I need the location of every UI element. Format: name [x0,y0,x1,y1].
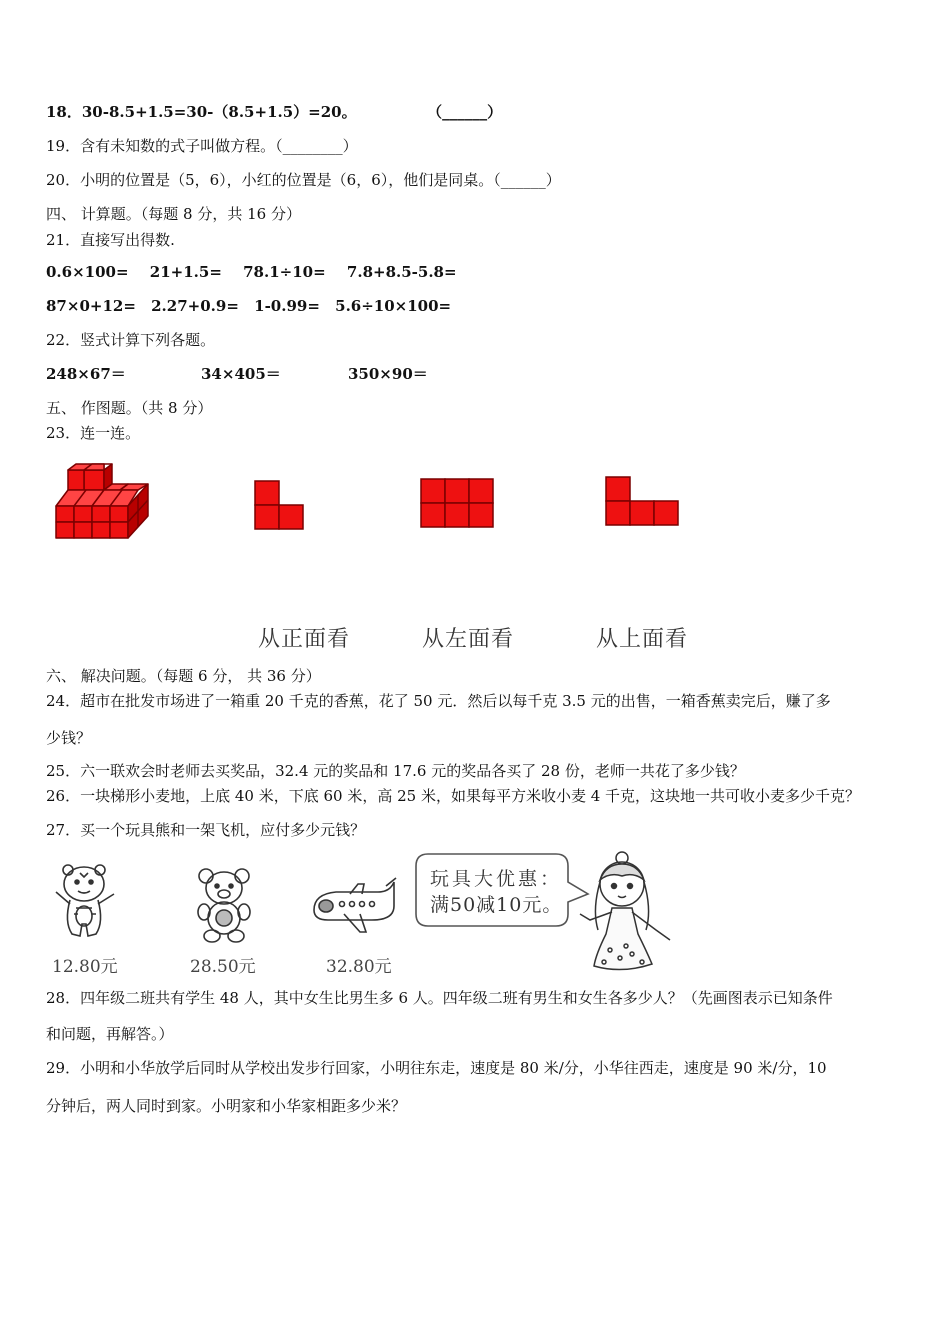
airplane-toy-icon [308,876,398,936]
cube-stack-figure[interactable] [48,462,152,540]
plane-price: 32.80元 [326,957,392,977]
question-27: 27．买一个玩具熊和一架飞机，应付多少元钱？ [46,821,366,839]
front-view-figure[interactable] [254,480,306,532]
view-label-top[interactable]: 从上面看 [596,627,689,652]
view-label-front[interactable]: 从正面看 [258,627,351,652]
bubble-line-2: 满50减10元。 [430,894,563,916]
left-view-figure[interactable] [420,478,494,530]
question-24-line-1: 24．超市在批发市场进了一箱重 20 千克的香蕉，花了 50 元．然后以每千克 3.5 元的出售，一箱香蕉卖完后，赚了多 [46,692,831,710]
vertical-calc-row: 248×67＝ 34×405＝ 350×90＝ [46,365,428,383]
question-21: 21．直接写出得数. [46,231,175,249]
question-29-line-1: 29．小明和小华放学后同时从学校出发步行回家，小明往东走，速度是 80 米/分，小华往西走，速度是 90 米/分，10 [46,1059,827,1077]
question-22: 22．竖式计算下列各题。 [46,331,216,349]
question-23: 23．连一连。 [46,424,141,442]
bubble-line-1: 玩具大优惠： [430,868,563,890]
section-5-heading: 五、 作图题。（共 8 分） [46,399,213,417]
question-20: 20．小明的位置是（5，6），小红的位置是（6，6），他们是同桌。（______） [46,171,561,189]
question-25: 25．六一联欢会时老师去买奖品，32.4 元的奖品和 17.6 元的奖品各买了 28 份，老师一共花了多少钱？ [46,762,745,780]
calc-row-2: 87×0+12= 2.27+0.9= 1-0.99= 5.6÷10×100= [46,297,452,315]
section-4-heading: 四、 计算题。（每题 8 分，共 16 分） [46,205,301,223]
teddy-bear-icon [192,866,256,944]
question-24-line-2: 少钱？ [46,729,92,747]
tiger-price: 12.80元 [52,957,118,977]
question-28-line-1: 28．四年级二班共有学生 48 人，其中女生比男生多 6 人。四年级二班有男生和女生各多少人？（先画图表示已知条件 [46,989,833,1007]
calc-row-1: 0.6×100= 21+1.5= 78.1÷10= 7.8+8.5-5.8= [46,263,457,281]
question-26: 26．一块梯形小麦地，上底 40 米，下底 60 米，高 25 米，如果每平方米收小麦 4 千克，这块地一共可收小麦多少千克？ [46,787,861,805]
tiger-toy-icon [50,862,122,946]
answer-blank[interactable]: （______） [427,103,503,121]
top-view-figure[interactable] [605,476,681,528]
question-19: 19．含有未知数的式子叫做方程。（________） [46,137,358,155]
section-6-heading: 六、 解决问题。（每题 6 分， 共 36 分） [46,667,321,685]
view-label-left[interactable]: 从左面看 [422,627,515,652]
bear-price: 28.50元 [190,957,256,977]
question-29-line-2: 分钟后，两人同时到家。小明家和小华家相距多少米？ [46,1097,407,1115]
girl-icon [576,850,676,974]
question-28-line-2: 和问题，再解答。） [46,1025,174,1043]
question-18: 18．30-8.5+1.5=30-（8.5+1.5）=20。 （______） [46,103,503,121]
